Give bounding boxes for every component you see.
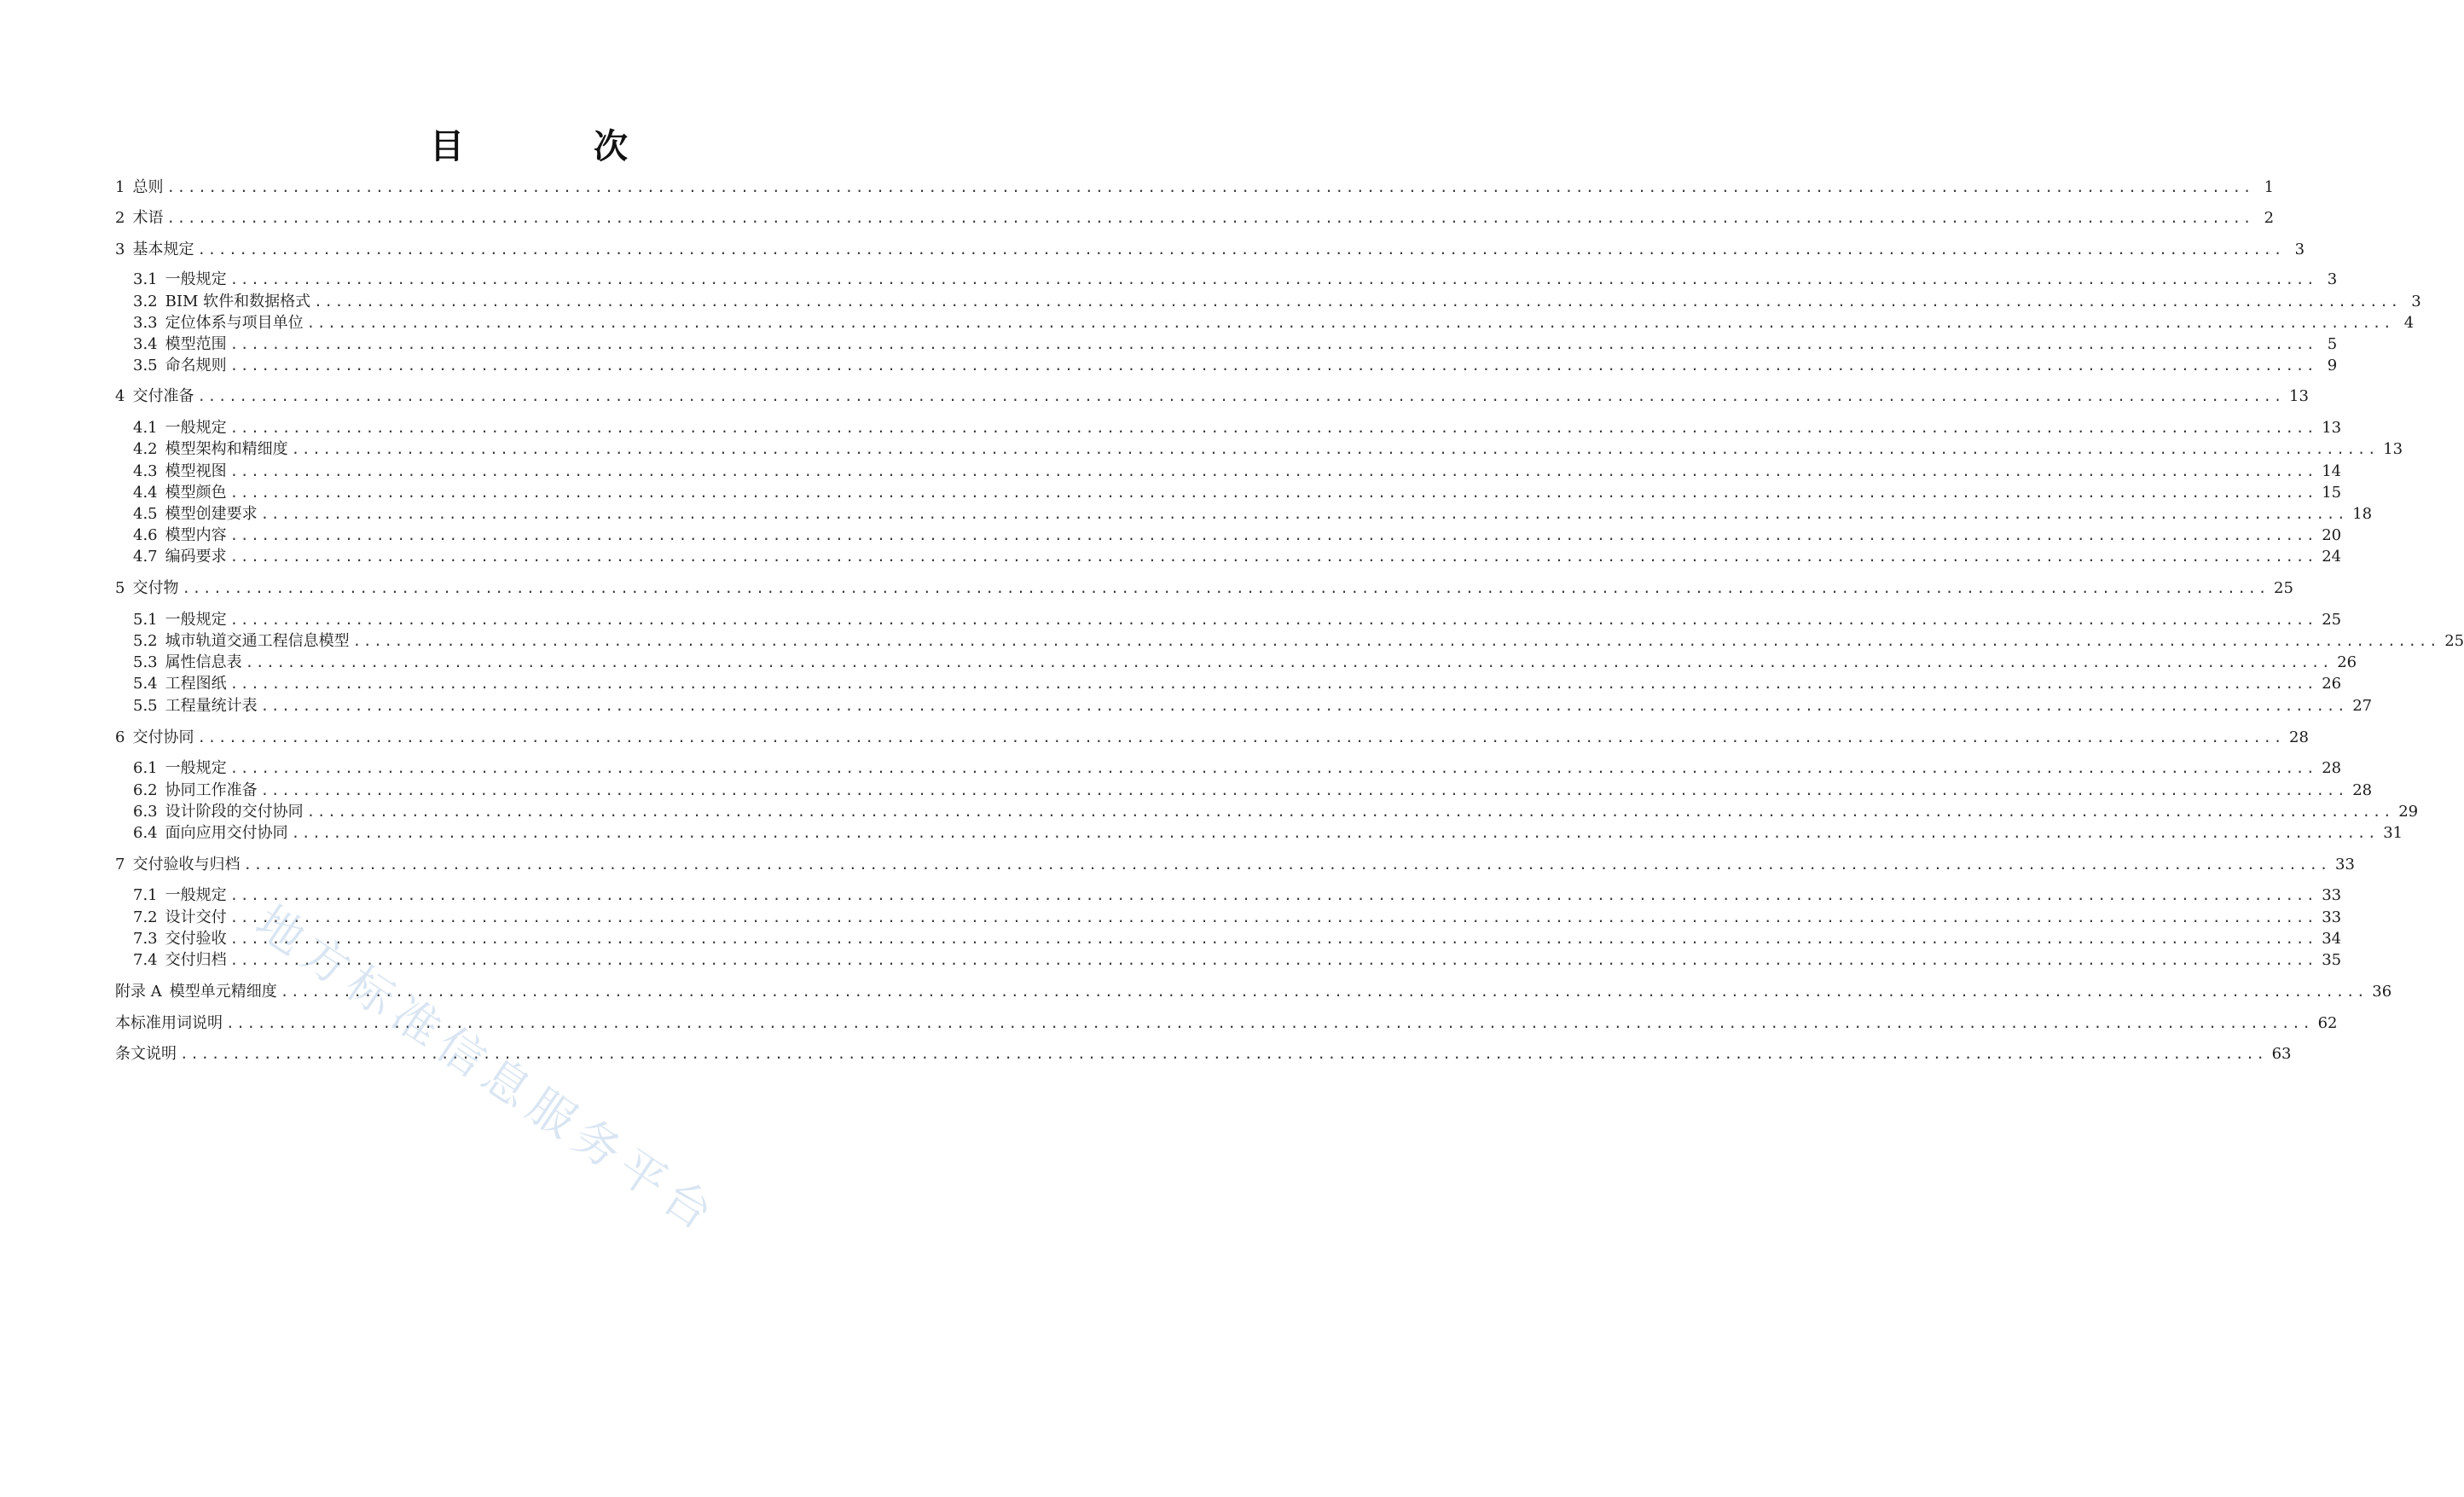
toc-entry[interactable] — [133, 929, 2342, 949]
toc-leader-dots: ........................................................................................................................................................................................................ — [229, 909, 2317, 925]
toc-leader-dots: ........................................................................................................................................................................................................ — [291, 825, 2379, 841]
toc-entry-number: 5.1 — [133, 611, 158, 629]
toc-entry-page: 15 — [2322, 484, 2342, 502]
toc-entry[interactable] — [133, 356, 2338, 376]
toc-entry-page: 4 — [2403, 314, 2415, 332]
toc-entry-page: 28 — [2289, 728, 2309, 746]
toc-entry[interactable] — [133, 758, 2342, 779]
toc-entry[interactable] — [133, 674, 2342, 694]
toc-entry-number: 5 — [115, 579, 125, 597]
toc-entry-page: 3 — [2294, 241, 2305, 258]
toc-entry-label: 一般规定 — [165, 759, 227, 777]
toc-leader-dots: ........................................................................................................................................................................................................ — [182, 580, 2270, 596]
toc-entry-label: 一般规定 — [165, 270, 227, 288]
toc-entry-number: 3 — [115, 241, 125, 258]
toc-leader-dots: ........................................................................................................................................................................................................ — [229, 931, 2317, 947]
toc-entry[interactable] — [133, 885, 2342, 906]
toc-entry[interactable] — [133, 439, 2403, 460]
toc-entry-label: 定位体系与项目单位 — [165, 314, 304, 332]
toc-entry[interactable] — [133, 610, 2342, 630]
toc-leader-dots: ........................................................................................................................................................................................................ — [314, 293, 2401, 310]
toc-entry-label: 编码要求 — [165, 548, 227, 566]
toc-leader-dots: ........................................................................................................................................................................................................ — [243, 856, 2331, 873]
toc-entry-number: 5.4 — [133, 675, 158, 693]
toc-entry-label: 协同工作准备 — [165, 781, 258, 799]
toc-entry-page: 26 — [2322, 675, 2342, 693]
toc-entry-label: BIM 软件和数据格式 — [165, 293, 311, 310]
toc-entry-label: 模型单元精细度 — [169, 983, 277, 1001]
toc-leader-dots: ........................................................................................................................................................................................................ — [229, 760, 2317, 776]
toc-entry-number: 4.7 — [133, 548, 158, 566]
toc-entry-number: 3.2 — [133, 293, 158, 310]
page-title: 目 次 — [430, 127, 675, 166]
toc-entry-page: 25 — [2444, 632, 2464, 650]
toc-entry-page: 20 — [2322, 526, 2342, 544]
toc-entry-number: 附录 A — [115, 983, 162, 1001]
toc-entry-label: 模型创建要求 — [165, 505, 258, 523]
toc-entry-label: 一般规定 — [165, 611, 227, 629]
toc-entry[interactable] — [115, 982, 2392, 1002]
toc-leader-dots: ........................................................................................................................................................................................................ — [229, 271, 2317, 287]
toc-leader-dots: ........................................................................................................................................................................................................ — [306, 804, 2394, 820]
toc-entry[interactable] — [115, 240, 2305, 260]
toc-entry[interactable] — [115, 208, 2275, 229]
toc-leader-dots: ........................................................................................................................................................................................................ — [260, 698, 2348, 714]
toc-entry-label: 模型架构和精细度 — [165, 440, 288, 458]
toc-leader-dots: ........................................................................................................................................................................................................ — [166, 210, 2254, 226]
toc-entry-label: 条文说明 — [115, 1045, 177, 1063]
toc-entry[interactable] — [133, 696, 2373, 717]
toc-entry-number: 5.2 — [133, 632, 158, 650]
toc-entry-page: 5 — [2327, 335, 2338, 353]
toc-entry-number: 3.5 — [133, 357, 158, 374]
toc-entry-label: 交付物 — [132, 579, 179, 597]
toc-leader-dots: ........................................................................................................................................................................................................ — [229, 463, 2317, 479]
toc-entry-number: 6.1 — [133, 759, 158, 777]
toc-entry-label: 交付归档 — [165, 951, 227, 969]
toc-entry[interactable] — [133, 780, 2373, 801]
toc-entry-number: 6.3 — [133, 803, 158, 821]
toc-leader-dots: ........................................................................................................................................................................................................ — [260, 506, 2348, 522]
watermark: 地方标准信息服务平台 — [246, 895, 729, 1245]
toc-entry-label: 设计阶段的交付协同 — [165, 803, 304, 821]
toc-entry[interactable] — [133, 504, 2373, 525]
toc-entry[interactable] — [133, 908, 2342, 928]
toc-entry-page: 63 — [2271, 1045, 2292, 1063]
toc-leader-dots: ........................................................................................................................................................................................................ — [229, 548, 2317, 565]
toc-entry[interactable] — [133, 483, 2342, 503]
toc-entry-label: 一般规定 — [165, 419, 227, 437]
toc-entry-label: 城市轨道交通工程信息模型 — [165, 632, 350, 650]
toc-entry-page: 33 — [2322, 886, 2342, 904]
toc-leader-dots: ........................................................................................................................................................................................................ — [229, 612, 2317, 628]
toc-entry-page: 33 — [2322, 908, 2342, 926]
toc-leader-dots: ........................................................................................................................................................................................................ — [229, 484, 2317, 501]
toc-entry-label: 模型范围 — [165, 335, 227, 353]
toc-entry-page: 33 — [2335, 856, 2355, 873]
toc-entry-number: 4.2 — [133, 440, 158, 458]
toc-entry-label: 命名规则 — [165, 357, 227, 374]
toc-entry-label: 模型内容 — [165, 526, 227, 544]
toc-leader-dots: ........................................................................................................................................................................................................ — [197, 388, 2285, 404]
toc-entry-label: 工程量统计表 — [165, 697, 258, 715]
toc-entry-page: 24 — [2322, 548, 2342, 566]
toc-entry[interactable] — [115, 1044, 2292, 1065]
toc-leader-dots: ........................................................................................................................................................................................................ — [306, 315, 2394, 331]
toc-entry-page: 25 — [2322, 611, 2342, 629]
toc-entry-number: 2 — [115, 209, 125, 227]
toc-entry-page: 3 — [2327, 270, 2338, 288]
toc-entry[interactable] — [133, 334, 2338, 355]
toc-entry-label: 术语 — [132, 209, 164, 227]
toc-entry-number: 6.2 — [133, 781, 158, 799]
toc-entry-number: 3.4 — [133, 335, 158, 353]
toc-entry[interactable] — [133, 525, 2342, 546]
toc-entry-label: 交付验收 — [165, 930, 227, 948]
toc-entry-number: 5.5 — [133, 697, 158, 715]
toc-leader-dots: ........................................................................................................................................................................................................ — [291, 441, 2379, 457]
toc-entry[interactable] — [133, 631, 2464, 652]
toc-entry-number: 7.4 — [133, 951, 158, 969]
toc-entry-number: 4.5 — [133, 505, 158, 523]
toc-leader-dots: ........................................................................................................................................................................................................ — [226, 1015, 2313, 1031]
toc-entry[interactable] — [133, 653, 2357, 673]
toc-entry-page: 29 — [2398, 803, 2419, 821]
toc-leader-dots: ........................................................................................................................................................................................................ — [229, 676, 2317, 692]
toc-entry-label: 模型颜色 — [165, 484, 227, 502]
toc-leader-dots: ........................................................................................................................................................................................................ — [229, 357, 2317, 374]
toc-entry-number: 6 — [115, 728, 125, 746]
toc-leader-dots: ........................................................................................................................................................................................................ — [229, 952, 2317, 968]
toc-entry[interactable] — [133, 547, 2342, 567]
toc-entry-page: 1 — [2264, 178, 2275, 196]
toc-entry-page: 26 — [2337, 653, 2357, 671]
toc-entry-number: 3.3 — [133, 314, 158, 332]
toc-entry[interactable] — [133, 802, 2419, 822]
toc-entry[interactable] — [115, 1013, 2338, 1034]
toc-leader-dots: ........................................................................................................................................................................................................ — [260, 782, 2348, 798]
toc-entry[interactable] — [133, 823, 2403, 844]
toc-entry[interactable] — [133, 461, 2342, 482]
toc-entry[interactable] — [133, 418, 2342, 438]
toc-entry[interactable] — [115, 386, 2309, 407]
toc-leader-dots: ........................................................................................................................................................................................................ — [197, 241, 2285, 258]
toc-entry-label: 本标准用词说明 — [115, 1014, 223, 1032]
toc-entry-label: 一般规定 — [165, 886, 227, 904]
toc-entry-page: 13 — [2289, 387, 2309, 405]
toc-entry-number: 7.1 — [133, 886, 158, 904]
toc-entry-label: 模型视图 — [165, 462, 227, 480]
toc-entry-page: 14 — [2322, 462, 2342, 480]
toc-entry[interactable] — [133, 270, 2338, 290]
toc-entry-number: 4.1 — [133, 419, 158, 437]
toc-entry-label: 属性信息表 — [165, 653, 242, 671]
toc-entry-number: 4.6 — [133, 526, 158, 544]
toc-leader-dots: ........................................................................................................................................................................................................ — [229, 887, 2317, 903]
toc-entry[interactable] — [133, 313, 2415, 334]
toc-entry-page: 28 — [2352, 781, 2373, 799]
toc-entry-label: 工程图纸 — [165, 675, 227, 693]
toc-entry-label: 总则 — [132, 178, 164, 196]
toc-leader-dots: ........................................................................................................................................................................................................ — [352, 633, 2440, 649]
toc-entry[interactable] — [133, 292, 2421, 312]
toc-entry[interactable] — [115, 855, 2355, 875]
toc-entry-page: 3 — [2411, 293, 2421, 310]
toc-entry-label: 设计交付 — [165, 908, 227, 926]
toc-entry-label: 交付准备 — [132, 387, 194, 405]
toc-entry-page: 31 — [2383, 824, 2403, 842]
toc-entry[interactable] — [115, 177, 2275, 198]
toc-entry-number: 1 — [115, 178, 125, 196]
toc-entry-number: 3.1 — [133, 270, 158, 288]
toc-entry-number: 4 — [115, 387, 125, 405]
toc-entry-page: 62 — [2317, 1014, 2338, 1032]
toc-entry-number: 6.4 — [133, 824, 158, 842]
toc-entry-page: 18 — [2352, 505, 2373, 523]
toc-leader-dots: ........................................................................................................................................................................................................ — [180, 1046, 2267, 1062]
toc-entry[interactable] — [115, 728, 2309, 748]
toc-entry-label: 交付验收与归档 — [132, 856, 241, 873]
toc-entry-page: 13 — [2322, 419, 2342, 437]
toc-entry-number: 5.3 — [133, 653, 158, 671]
toc-entry-page: 36 — [2372, 983, 2392, 1001]
toc-leader-dots: ........................................................................................................................................................................................................ — [166, 179, 2254, 195]
toc-entry-label: 面向应用交付协同 — [165, 824, 288, 842]
toc-entry-page: 28 — [2322, 759, 2342, 777]
toc-entry[interactable] — [115, 578, 2293, 599]
toc-entry-number: 7 — [115, 856, 125, 873]
toc-entry-label: 交付协同 — [132, 728, 194, 746]
toc-entry-number: 4.4 — [133, 484, 158, 502]
toc-entry-number: 7.2 — [133, 908, 158, 926]
toc-entry-label: 基本规定 — [132, 241, 194, 258]
toc-entry-page: 27 — [2352, 697, 2373, 715]
toc-entry-number: 7.3 — [133, 930, 158, 948]
toc-entry-page: 13 — [2383, 440, 2403, 458]
toc-entry-page: 34 — [2322, 930, 2342, 948]
toc-leader-dots: ........................................................................................................................................................................................................ — [229, 527, 2317, 543]
toc-leader-dots: ........................................................................................................................................................................................................ — [245, 654, 2333, 670]
toc-entry-page: 2 — [2264, 209, 2275, 227]
toc-entry-number: 4.3 — [133, 462, 158, 480]
toc-entry-page: 9 — [2327, 357, 2338, 374]
toc-entry[interactable] — [133, 950, 2342, 971]
toc-entry-page: 35 — [2322, 951, 2342, 969]
toc-leader-dots: ........................................................................................................................................................................................................ — [229, 420, 2317, 436]
toc-leader-dots: ........................................................................................................................................................................................................ — [280, 983, 2368, 1000]
toc-entry-page: 25 — [2274, 579, 2293, 597]
toc-leader-dots: ........................................................................................................................................................................................................ — [197, 729, 2285, 746]
toc-leader-dots: ........................................................................................................................................................................................................ — [229, 336, 2317, 352]
